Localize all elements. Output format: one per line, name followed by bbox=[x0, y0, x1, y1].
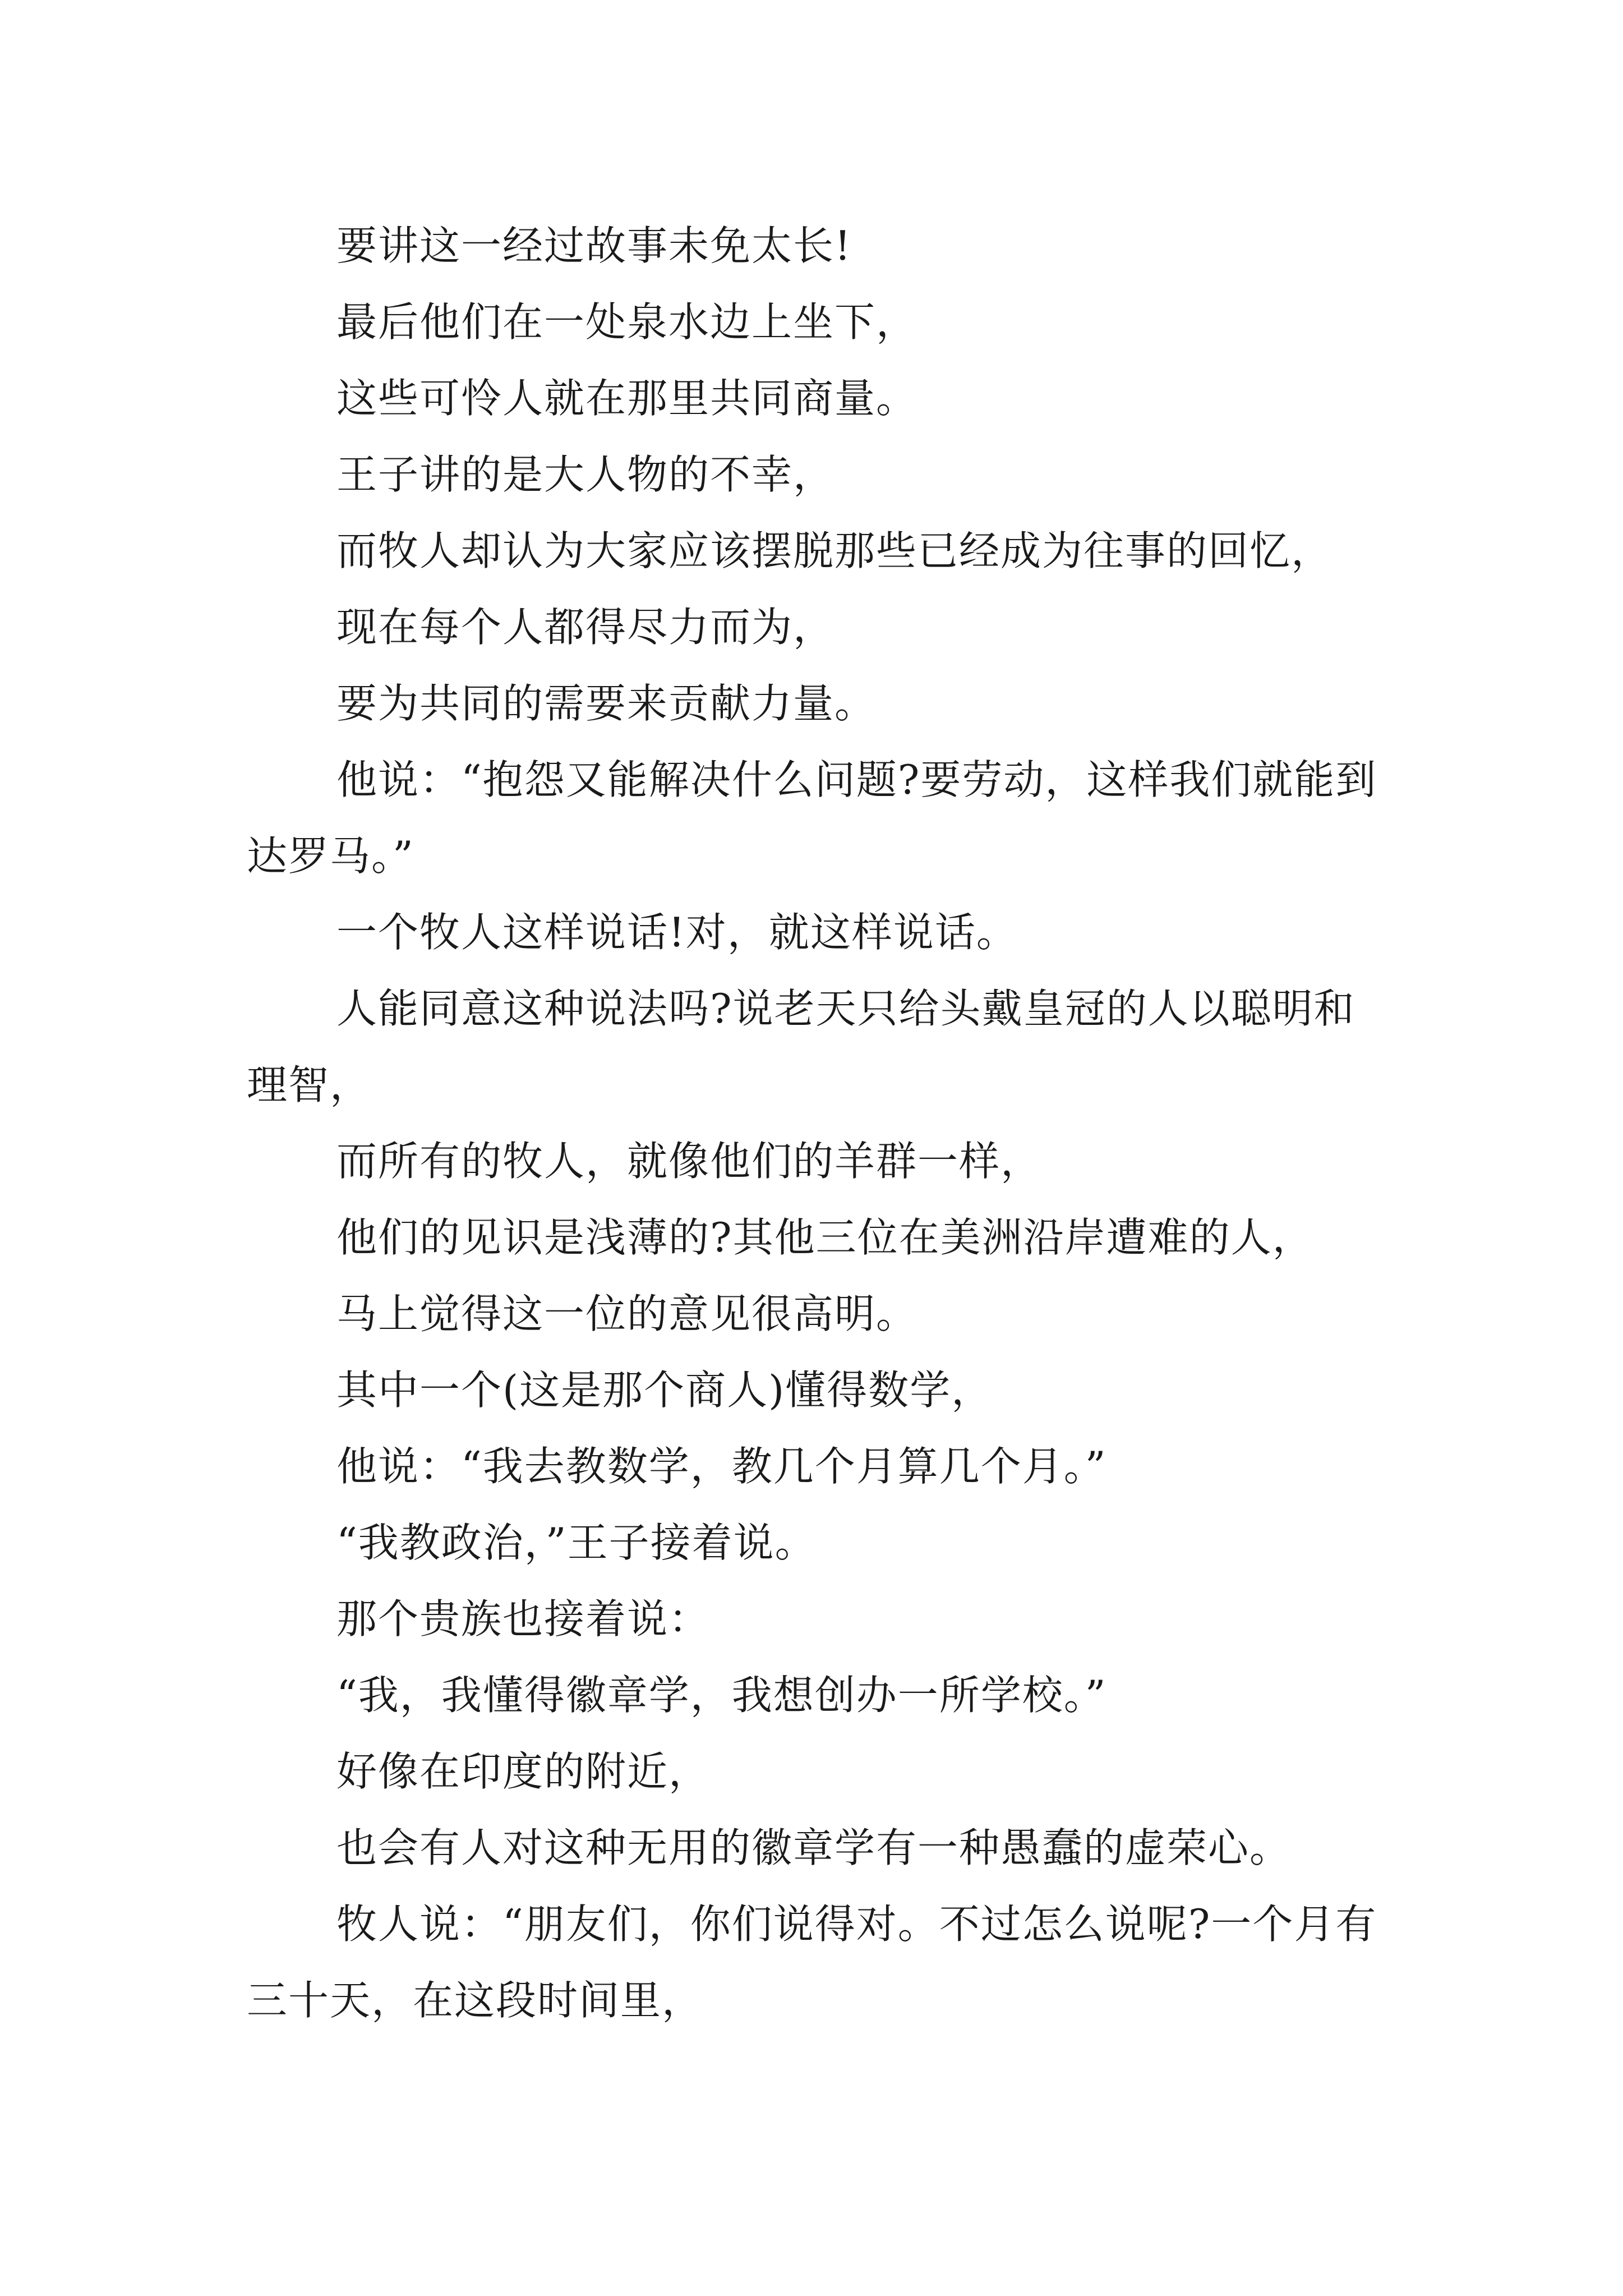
paragraph: 而牧人却认为大家应该摆脱那些已经成为往事的回忆， bbox=[336, 527, 1333, 574]
paragraph: 要讲这一经过故事未免太长! bbox=[336, 222, 852, 269]
paragraph: 最后他们在一处泉水边上坐下， bbox=[336, 298, 918, 346]
paragraph: 人能同意这种说法吗?说老天只给头戴皇冠的人以聪明和理智， bbox=[247, 985, 1355, 1108]
paragraph: 马上觉得这一位的意见很高明。 bbox=[336, 1290, 918, 1337]
paragraph: 这些可怜人就在那里共同商量。 bbox=[336, 375, 918, 422]
paragraph: 他说：“我去教数学，教几个月算几个月。” bbox=[336, 1443, 1107, 1490]
body-text bbox=[247, 208, 1391, 2039]
paragraph: 也会有人对这种无用的徽章学有一种愚蠢的虚荣心。 bbox=[336, 1824, 1292, 1871]
paragraph: 王子讲的是大人物的不幸， bbox=[336, 451, 835, 498]
paragraph: 而所有的牧人，就像他们的羊群一样， bbox=[336, 1138, 1043, 1185]
paragraph: 要为共同的需要来贡献力量。 bbox=[336, 680, 877, 727]
paragraph: 好像在印度的附近， bbox=[336, 1748, 711, 1795]
paragraph: 那个贵族也接着说： bbox=[336, 1595, 711, 1642]
paragraph: 他们的见识是浅薄的?其他三位在美洲沿岸遭难的人， bbox=[336, 1214, 1314, 1261]
paragraph: 牧人说：“朋友们，你们说得对。不过怎么说呢?一个月有三十天，在这段时间里， bbox=[247, 1901, 1377, 2024]
paragraph: 其中一个(这是那个商人)懂得数学， bbox=[336, 1366, 993, 1414]
paragraph: “我教政治，”王子接着说。 bbox=[336, 1519, 817, 1566]
paragraph: “我，我懂得徽章学，我想创办一所学校。” bbox=[336, 1672, 1107, 1719]
paragraph: 一个牧人这样说话!对，就这样说话。 bbox=[336, 909, 1018, 956]
paragraph: 现在每个人都得尽力而为， bbox=[336, 604, 835, 651]
paragraph: 他说：“抱怨又能解决什么问题?要劳动，这样我们就能到达罗马。” bbox=[247, 756, 1377, 880]
